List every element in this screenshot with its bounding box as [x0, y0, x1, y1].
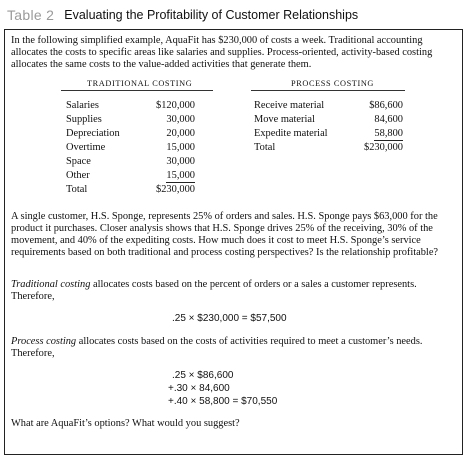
row-value: $120,000	[156, 100, 195, 111]
row-label: Receive material	[254, 100, 325, 111]
traditional-equation: .25 × $230,000 = $57,500	[172, 313, 287, 324]
process-costing-paragraph	[11, 336, 457, 360]
row-label: Supplies	[66, 114, 102, 125]
row-value: 20,000	[166, 128, 195, 139]
process-total-row	[254, 141, 403, 154]
row-value: 84,600	[374, 114, 403, 125]
row-label: Total	[254, 142, 276, 153]
row-value: 15,000	[166, 170, 195, 181]
row-label: Expedite material	[254, 128, 328, 139]
closing-question: What are AquaFit’s options? What would you suggest?	[11, 418, 240, 429]
traditional-row	[66, 155, 195, 168]
process-heading-rule	[251, 90, 405, 91]
row-value: $86,600	[369, 100, 403, 111]
row-label: Overtime	[66, 142, 106, 153]
traditional-costing-paragraph	[11, 279, 457, 303]
traditional-costing-heading: TRADITIONAL COSTING	[87, 79, 193, 88]
row-value: 30,000	[166, 114, 195, 125]
row-value: $230,000	[156, 184, 195, 195]
row-label: Other	[66, 170, 90, 181]
term-traditional-costing: Traditional costing	[11, 279, 91, 290]
row-label: Depreciation	[66, 128, 120, 139]
row-value: $230,000	[364, 142, 403, 153]
paragraph-text: allocates costs based on the costs of activities required to meet a customer’s needs. Therefore,	[11, 336, 423, 359]
row-value: 15,000	[166, 142, 195, 153]
row-label: Move material	[254, 114, 315, 125]
paragraph-text: allocates costs based on the percent of orders or a sales a customer represents. Therefore,	[11, 279, 417, 302]
process-row	[254, 99, 403, 112]
table-number: Table 2	[7, 7, 55, 23]
table-caption	[7, 4, 358, 26]
process-equation-line: +.30 × 84,600	[168, 383, 230, 394]
row-value: 30,000	[166, 156, 195, 167]
row-label: Space	[66, 156, 91, 167]
table-box	[4, 29, 463, 455]
traditional-total-row	[66, 183, 195, 196]
process-equation-line: .25 × $86,600	[172, 370, 234, 381]
row-value: 58,800	[374, 128, 403, 139]
traditional-heading-rule	[61, 90, 213, 91]
traditional-row	[66, 169, 195, 182]
traditional-row	[66, 141, 195, 154]
term-process-costing: Process costing	[11, 336, 77, 347]
process-row	[254, 127, 403, 140]
traditional-row	[66, 127, 195, 140]
process-row	[254, 113, 403, 126]
row-label: Salaries	[66, 100, 99, 111]
scenario-paragraph: A single customer, H.S. Sponge, represents 25% of orders and sales. H.S. Sponge pays $63,000 for the product it purchases. Closer analysis shows that H.S. Sponge drives 25% of the receiving, 30% of the movement, and 40% of the expediting costs. How much does it cost to meet H.S. Sponge’s service requirements based on both traditional and process costing perspectives? Is the relationship profitable?	[11, 211, 439, 258]
row-label: Total	[66, 184, 88, 195]
process-costing-heading: PROCESS COSTING	[291, 79, 374, 88]
intro-paragraph: In the following simplified example, AquaFit has $230,000 of costs a week. Traditional accounting allocates the costs to specific areas like salaries and supplies. Process-oriented, activity-based costing allocates the same costs to the value-added activities that generate them.	[11, 35, 433, 70]
traditional-row	[66, 113, 195, 126]
table-title: Evaluating the Profitability of Customer Relationships	[64, 8, 359, 22]
traditional-row	[66, 99, 195, 112]
process-equation-line: +.40 × 58,800 = $70,550	[168, 396, 278, 407]
